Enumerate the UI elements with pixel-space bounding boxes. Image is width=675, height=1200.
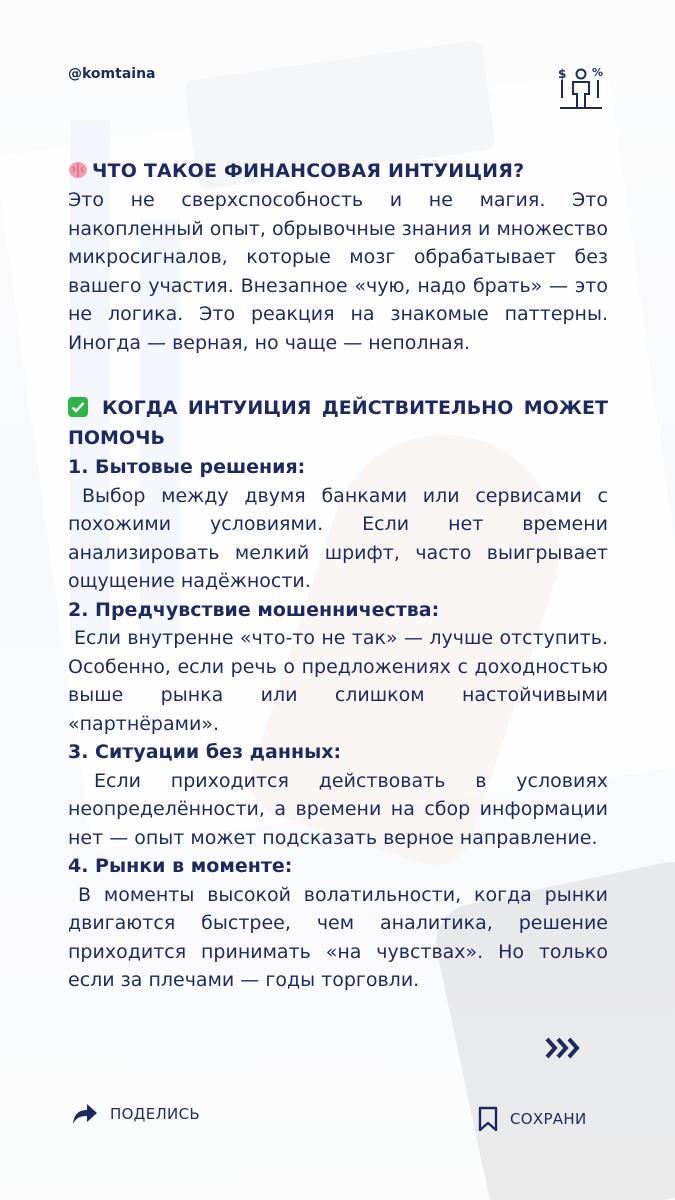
- save-label: СОХРАНИ: [510, 1110, 587, 1128]
- section2-title: [68, 393, 608, 453]
- save-button[interactable]: [478, 1106, 586, 1132]
- item3-text: Если приходится действовать в условиях неопределённости, а времени на сбор информации нет — опыт может подсказать верное направление.: [68, 769, 608, 849]
- next-chevrons-icon[interactable]: [544, 1036, 582, 1060]
- share-button[interactable]: [72, 1102, 200, 1126]
- item4-heading: 4. Рынки в моменте:: [68, 855, 293, 877]
- bookmark-icon: [478, 1106, 498, 1132]
- item1-heading: 1. Бытовые решения:: [68, 456, 306, 478]
- item4-text: В моменты высокой волатильности, когда рынки двигаются быстрее, чем аналитика, решение приходится принимать «на чувствах». Но только если за плечами — годы торговли.: [68, 883, 608, 991]
- item1-text: Выбор между двумя банками или сервисами с похожими условиями. Если нет времени анализировать мелкий шрифт, часто выигрывает ощущение надёжности.: [68, 484, 608, 592]
- author-handle: @komtaina: [68, 66, 156, 82]
- check-mark-icon: [68, 397, 88, 417]
- share-arrow-icon: [72, 1102, 98, 1126]
- section1-title-text: ЧТО ТАКОЕ ФИНАНСОВАЯ ИНТУИЦИЯ?: [92, 160, 525, 182]
- svg-text:$: $: [558, 67, 567, 81]
- section1-body: Это не сверхспособность и не магия. Это накопленный опыт, обрывочные знания и множество микросигналов, которые мозг обрабатывает без вашего участия. Внезапное «чую, надо брать» — это не логика. Это реакция на знакомые паттерны. Иногда — верная, но чаще — неполная.: [68, 189, 608, 354]
- share-label: ПОДЕЛИСЬ: [110, 1105, 200, 1123]
- svg-text:%: %: [592, 66, 604, 79]
- finance-person-icon: [558, 64, 604, 112]
- main-content: [68, 156, 608, 995]
- item2-heading: 2. Предчувствие мошенничества:: [68, 598, 440, 621]
- section2-title-text: КОГДА ИНТУИЦИЯ ДЕЙСТВИТЕЛЬНО МОЖЕТ ПОМОЧЬ: [68, 397, 608, 449]
- brain-icon: [68, 160, 88, 180]
- section1-title: [68, 156, 608, 186]
- item3-heading: 3. Ситуации без данных:: [68, 741, 342, 763]
- item2-text: Если внутренне «что-то не так» — лучше отступить. Особенно, если речь о предложениях с доходностью выше рынка или слишком настойчивыми «партнёрами».: [68, 627, 608, 735]
